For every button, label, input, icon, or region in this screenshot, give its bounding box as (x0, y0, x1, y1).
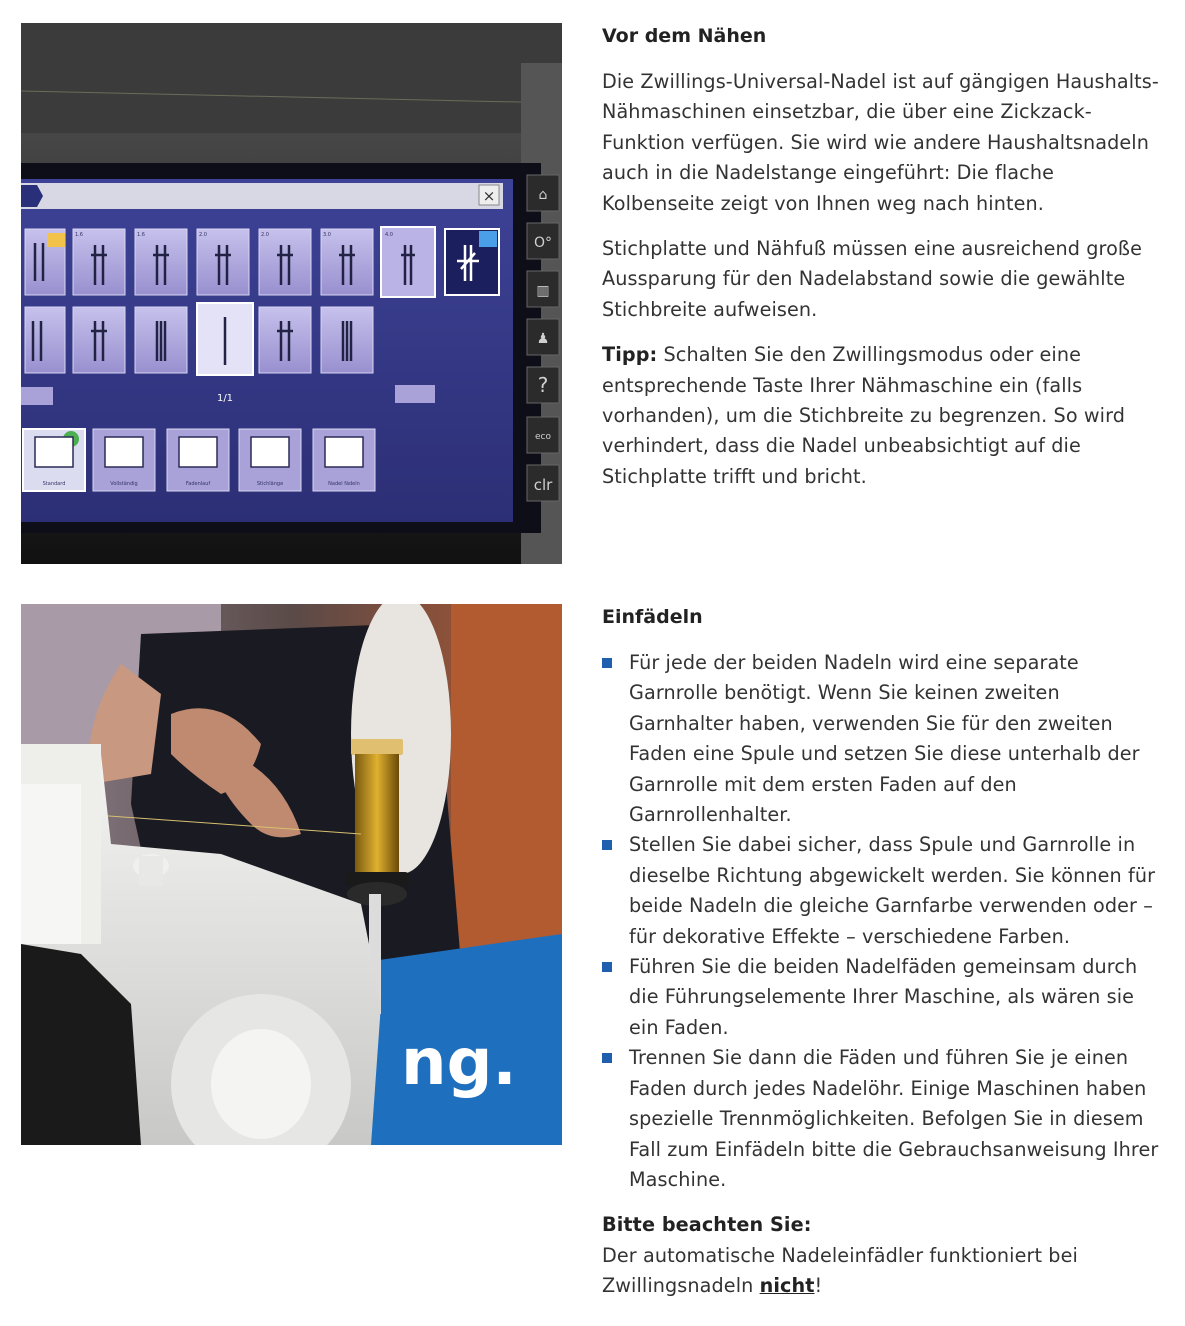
banner-text: ng. (401, 1026, 517, 1100)
square-bullet-icon (602, 1053, 612, 1063)
foot-label: Fadenlauf (185, 481, 211, 487)
needle-size-label: 4.0 (385, 232, 393, 238)
needle-size-label: 2.0 (261, 232, 269, 238)
section-threading (21, 604, 1171, 1314)
sewing-machine-screen-image (21, 23, 562, 564)
tip-text: Schalten Sie den Zwillingsmodus oder eine entsprechende Taste Ihrer Nähmaschine ein (falls vorhanden), um die Stichbreite zu begrenzen. So wird verhindert, dass die Nadel unbeabsichtigt auf die Stichplatte trifft und bricht. (602, 343, 1126, 488)
note-label: Bitte beachten Sie: (602, 1213, 812, 1237)
square-bullet-icon (602, 658, 612, 668)
settings-icon[interactable]: O° (533, 235, 553, 251)
note-paragraph (602, 1210, 1162, 1301)
clear-icon[interactable]: clr (533, 476, 553, 494)
note-end: ! (814, 1274, 823, 1298)
eco-icon[interactable]: eco (535, 432, 551, 442)
section-heading: Vor dem Nähen (602, 25, 767, 47)
paragraph: Die Zwillings-Universal-Nadel ist auf gängigen Haushalts-Nähmaschinen einsetzbar, die über eine Zickzack-Funktion verfügen. Sie wird wie andere Haushaltsnadeln auch in die Nadelstange eingeführt: Die flache Kolbenseite zeigt von Ihnen weg nach hinten. (602, 70, 1159, 215)
foot-label: Stichlänge (256, 481, 284, 487)
foot-label: Nadel fädeln (328, 481, 360, 487)
foot-label: Standard (42, 481, 66, 487)
needle-size-label: 2.0 (199, 232, 207, 238)
paragraph: Stichplatte und Nähfuß müssen eine ausreichend große Aussparung für den Nadelabstand sowie die gewählte Stichbreite aufweisen. (602, 237, 1142, 321)
needle-size-label: 3.0 (323, 232, 331, 238)
home-icon[interactable]: ⌂ (538, 187, 548, 203)
foot-label: Vollständig (110, 481, 138, 487)
list-item: Trennen Sie dann die Fäden und führen Sie je einen Faden durch jedes Nadelöhr. Einige Maschinen haben spezielle Trennmöglichkeiten. Befolgen Sie in diesem Fall zum Einfädeln bitte die Gebrauchsanweisung Ihrer Maschine. (602, 1043, 1162, 1195)
threading-text (602, 604, 1162, 1317)
mannequin-icon[interactable]: ♟ (536, 331, 550, 347)
list-item: Für jede der beiden Nadeln wird eine separate Garnrolle benötigt. Wenn Sie keinen zweiten Garnhalter haben, verwenden Sie für den zweiten Faden eine Spule und setzen Sie diese unterhalb der Garnrolle mit dem ersten Faden auf den Garnrollenhalter. (602, 648, 1162, 830)
help-icon[interactable]: ? (537, 373, 549, 397)
tip-paragraph (602, 340, 1162, 492)
close-icon[interactable]: × (482, 187, 496, 205)
tip-label: Tipp: (602, 343, 658, 367)
section-before-sewing (21, 23, 1171, 564)
list-item: Führen Sie die beiden Nadelfäden gemeinsam durch die Führungselemente Ihrer Maschine, als wären sie ein Faden. (602, 952, 1162, 1043)
list-item: Stellen Sie dabei sicher, dass Spule und Garnrolle in dieselbe Richtung abgewickelt werden. Sie können für beide Nadeln die gleiche Garnfarbe verwenden oder – für dekorative Effekte – verschiedene Farben. (602, 830, 1162, 952)
before-sewing-text (602, 23, 1162, 507)
needle-size-label: 1.6 (137, 232, 145, 238)
note-emphasis: nicht (759, 1274, 815, 1298)
square-bullet-icon (602, 962, 612, 972)
threading-list (602, 648, 1162, 1195)
threading-photo (21, 604, 562, 1145)
page-indicator: 1/1 (216, 393, 234, 404)
needle-size-label: 1.6 (75, 232, 83, 238)
book-icon[interactable]: ▥ (536, 283, 550, 299)
note-text: Der automatische Nadeleinfädler funktioniert bei Zwillingsnadeln (602, 1243, 1078, 1298)
section-heading: Einfädeln (602, 606, 703, 628)
square-bullet-icon (602, 840, 612, 850)
